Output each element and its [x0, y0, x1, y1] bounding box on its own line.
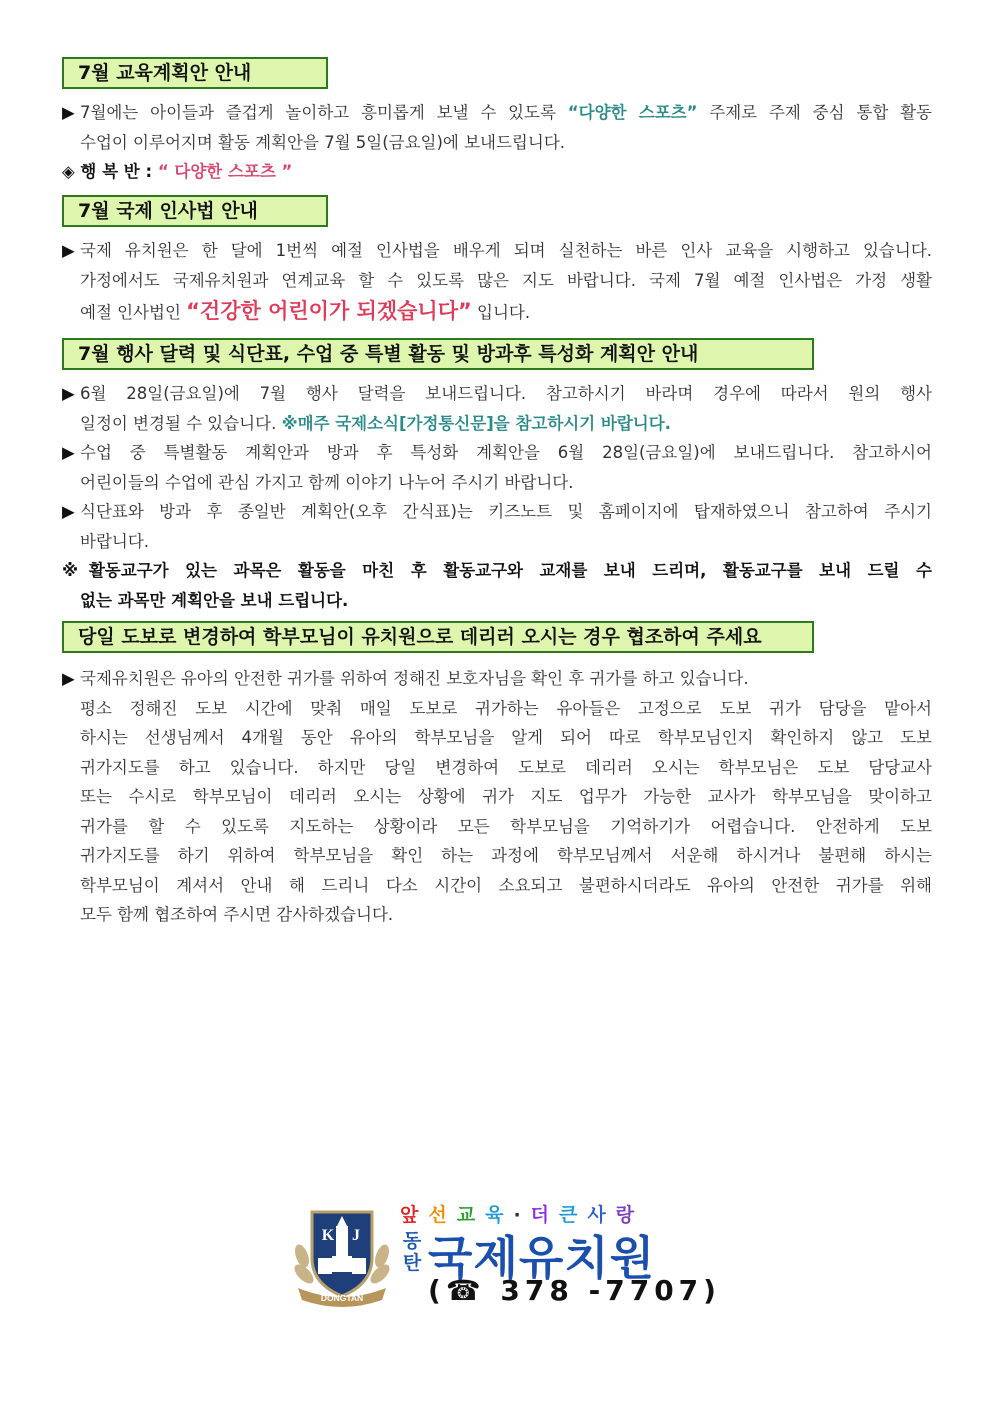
- school-phone: (☎ 378 -7707): [428, 1274, 721, 1307]
- text-line: ▶ 식단표와 방과 후 종일반 계획안(오후 간식표)는 키즈노트 및 홈페이지에 탑재하였으니 참고하여 주시기: [62, 502, 932, 521]
- slogan-char: 더: [530, 1204, 554, 1226]
- slogan-char: 교: [456, 1204, 480, 1226]
- section-heading-events: 7월 행사 달력 및 식단표, 수업 중 특별 활동 및 방과후 특성화 계획안 안내: [62, 338, 814, 370]
- school-emblem-icon: [290, 1200, 394, 1308]
- section-heading-pickup: 당일 도보로 변경하여 학부모님이 유치원으로 데리러 오시는 경우 협조하여 주세요: [62, 621, 814, 653]
- text-line: ▶ 수업 중 특별활동 계획안과 방과 후 특성화 계획안을 6월 28일(금요일)에 보내드립니다. 참고하시어: [62, 443, 932, 462]
- slogan-char: 랑: [615, 1204, 639, 1226]
- text-line: 하시는 선생님께서 4개월 동안 유아의 학부모님을 알게 되어 따로 학부모님인지 확인하지 않고 도보: [80, 728, 932, 747]
- slogan-char: 선: [428, 1204, 451, 1226]
- slogan-char: 사: [587, 1204, 610, 1226]
- text-line: ▶ 6월 28일(금요일)에 7월 행사 달력을 보내드립니다. 참고하시기 바라며 경우에 따라서 원의 행사: [62, 384, 932, 403]
- text-line: ▶ 국제 유치원은 한 달에 1번씩 예절 인사법을 배우게 되며 실천하는 바른 인사 교육을 시행하고 있습니다.: [62, 241, 932, 260]
- text-line: 어린이들의 수업에 관심 가지고 함께 이야기 나누어 주시기 바랍니다.: [80, 472, 574, 492]
- text-line: 귀가를 할 수 있도록 지도하는 상황이라 모든 학부모님을 기억하기가 어렵습니다. 안전하게 도보: [80, 816, 932, 836]
- svg-text:J: J: [352, 1227, 360, 1244]
- text-line: 평소 정해진 도보 시간에 맞춰 매일 도보로 귀가하는 유아들은 고정으로 도보 귀가 담당을 맡아서: [80, 698, 932, 718]
- text-line: 귀가지도를 하기 위하여 학부모님을 확인 하는 과정에 학부모님께서 서운해 하시거나 불편해 하시는: [80, 846, 932, 865]
- school-name: 국제유치원: [428, 1231, 656, 1285]
- greeting-body: [62, 236, 932, 329]
- education-plan-body: [62, 98, 932, 187]
- svg-text:DONGTAN: DONGTAN: [320, 1293, 364, 1303]
- text-line: ▶ 국제유치원은 유아의 안전한 귀가를 위하여 정해진 보호자님을 확인 후 귀가를 하고 있습니다.: [62, 669, 749, 688]
- slogan-char: 큰: [559, 1204, 582, 1226]
- note-line: 없는 과목만 계획안을 보내 드립니다.: [80, 590, 349, 610]
- pickup-body: [62, 664, 932, 930]
- section-heading-greeting: 7월 국제 인사법 안내: [62, 195, 328, 227]
- slogan-char: 육: [485, 1204, 508, 1226]
- note-line: ※활동교구가 있는 과목은 활동을 마친 후 활동교구와 교재를 보내 드리며, 활동교구를 보내 드릴 수: [62, 561, 932, 580]
- dongtan-label: 동탄: [402, 1230, 422, 1274]
- text-line: 예절 인사법인 “건강한 어린이가 되겠습니다” 입니다.: [80, 299, 531, 323]
- text-line: ▶ 7월에는 아이들과 즐겁게 놀이하고 흥미롭게 보낼 수 있도록 “다양한 스포츠” 주제로 주제 중심 통합 활동: [62, 103, 932, 122]
- events-body: [62, 379, 932, 615]
- text-line: 바랍니다.: [80, 531, 150, 551]
- svg-text:K: K: [321, 1227, 335, 1244]
- text-line: 학부모님이 계셔서 안내 해 드리니 다소 시간이 소요되고 불편하시더라도 유아의 안전한 귀가를 위해: [80, 875, 932, 895]
- text-line: 귀가지도를 하고 있습니다. 하지만 당일 변경하여 도보로 데리러 오시는 학부모님은 도보 담당교사: [80, 757, 932, 777]
- text-line: 수업이 이루어지며 활동 계획안을 7월 5일(금요일)에 보내드립니다.: [80, 132, 565, 152]
- school-logo-block: [290, 1200, 721, 1310]
- class-theme-line: ◈ 행 복 반 : “ 다양한 스포츠 ”: [62, 162, 293, 181]
- text-line: 모두 함께 협조하여 주시면 감사하겠습니다.: [80, 905, 394, 924]
- slogan-char: 앞: [400, 1204, 423, 1226]
- section-heading-education-plan: 7월 교육계획안 안내: [62, 57, 328, 89]
- text-line: 일정이 변경될 수 있습니다. ※매주 국제소식[가정통신문]을 참고하시기 바랍니다.: [80, 413, 671, 433]
- slogan-char: ·: [513, 1204, 525, 1226]
- text-line: 가정에서도 국제유치원과 연계교육 할 수 있도록 많은 지도 바랍니다. 국제 7월 예절 인사법은 가정 생활: [80, 270, 932, 290]
- text-line: 또는 수시로 학부모님이 데리러 오시는 상황에 귀가 지도 업무가 가능한 교사가 학부모님을 맞이하고: [80, 787, 932, 806]
